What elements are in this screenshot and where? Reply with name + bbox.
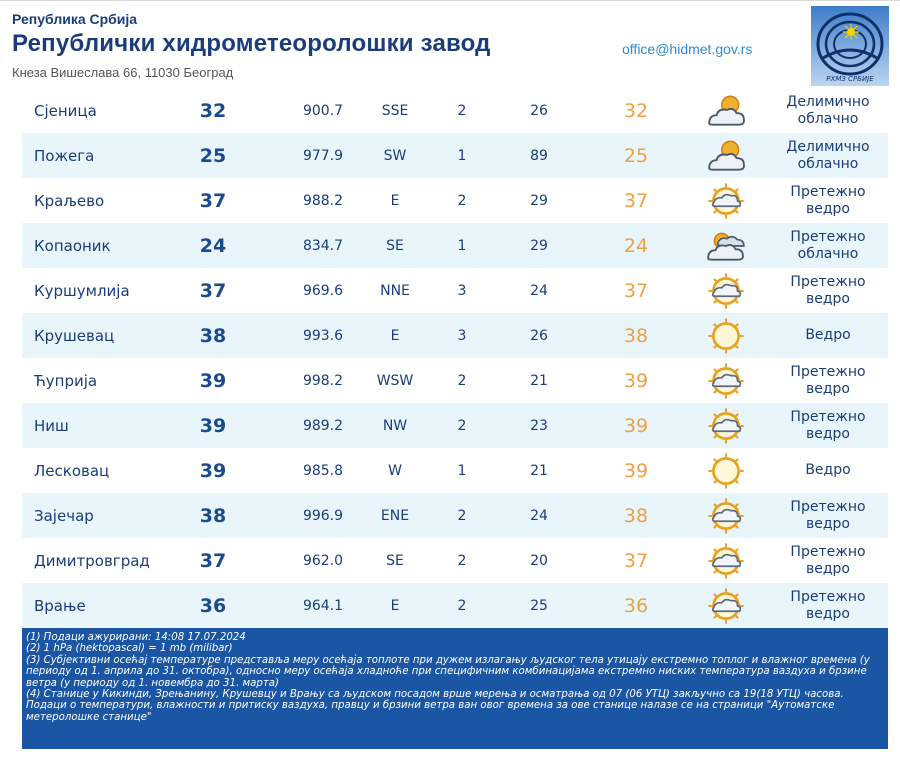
weather-description xyxy=(780,133,876,178)
wind-speed: 2 xyxy=(457,552,467,569)
table-row xyxy=(22,88,888,133)
weather-description-line1: Претежно xyxy=(790,408,866,425)
weather-description-line2: ведро xyxy=(806,605,850,622)
weather-description xyxy=(780,88,876,133)
mostly-clear-icon xyxy=(698,538,754,583)
wind-speed: 2 xyxy=(457,192,467,209)
feels-like-temperature: 25 xyxy=(623,144,649,167)
weather-description xyxy=(780,448,876,493)
footnote-automatic-stations[interactable]: Подаци о температури, влажности и притиску ваздуха, правцу и брзини ветра ван овог времена за ове станице налазе се на страници "Аутоматске метеролошке станице" xyxy=(26,700,835,723)
feels-like-temperature: 37 xyxy=(623,549,649,572)
humidity: 24 xyxy=(530,282,548,299)
temperature: 39 xyxy=(199,459,227,482)
pressure: 988.2 xyxy=(302,192,344,209)
temperature: 32 xyxy=(199,99,227,122)
weather-description-line1: Претежно xyxy=(790,228,866,245)
pressure: 969.6 xyxy=(302,282,344,299)
station-name[interactable]: Куршумлија xyxy=(34,281,130,300)
partly-cloudy-icon xyxy=(698,88,754,133)
humidity: 24 xyxy=(530,507,548,524)
wind-speed: 2 xyxy=(457,597,467,614)
humidity: 21 xyxy=(530,462,548,479)
station-name[interactable]: Зајечар xyxy=(34,506,94,525)
weather-description-line2: ведро xyxy=(806,425,850,442)
mostly-clear-icon xyxy=(698,268,754,313)
humidity: 21 xyxy=(530,372,548,389)
pressure: 962.0 xyxy=(302,552,344,569)
footnotes xyxy=(22,628,888,749)
mostly-cloudy-icon xyxy=(698,223,754,268)
wind-direction: SE xyxy=(386,237,404,254)
temperature: 36 xyxy=(199,594,227,617)
temperature: 37 xyxy=(199,549,227,572)
humidity: 25 xyxy=(530,597,548,614)
humidity: 23 xyxy=(530,417,548,434)
station-name[interactable]: Ниш xyxy=(34,416,69,435)
pressure: 900.7 xyxy=(302,102,344,119)
weather-description xyxy=(780,538,876,583)
feels-like-temperature: 38 xyxy=(623,324,649,347)
email-link[interactable]: office@hidmet.gov.rs xyxy=(622,41,753,57)
pressure: 998.2 xyxy=(302,372,344,389)
wind-direction: NW xyxy=(382,417,408,434)
feels-like-temperature: 36 xyxy=(623,594,649,617)
station-table xyxy=(22,88,888,628)
rhmz-logo-icon[interactable] xyxy=(811,6,889,86)
wind-speed: 2 xyxy=(457,507,467,524)
site-title[interactable]: Републички хидрометеоролошки завод xyxy=(12,30,491,57)
pressure: 996.9 xyxy=(302,507,344,524)
site-header xyxy=(0,0,900,88)
feels-like-temperature: 24 xyxy=(623,234,649,257)
temperature: 38 xyxy=(199,504,227,527)
weather-description-line2: облачно xyxy=(797,155,859,172)
feels-like-temperature: 38 xyxy=(623,504,649,527)
wind-direction: SW xyxy=(383,147,407,164)
humidity: 26 xyxy=(530,102,548,119)
mostly-clear-icon xyxy=(698,178,754,223)
footnote-feels-like: (3) Субјективни осећај температуре представља меру осећаја топлоте при дужем излагању људског тела утицају екстремно топлог и влажног времена (у периоду од 1. априла до 31. октобра), односно меру осећаја хладноће при специфичним комбинацијама екстремно ниских температура ваздуха и брзине ветра (у периоду од 1. новембра до 31. марта) xyxy=(26,654,870,689)
weather-description-line2: ведро xyxy=(806,290,850,307)
feels-like-temperature: 39 xyxy=(623,369,649,392)
station-name[interactable]: Сјеница xyxy=(34,101,97,120)
wind-speed: 1 xyxy=(457,237,467,254)
temperature: 37 xyxy=(199,189,227,212)
temperature: 39 xyxy=(199,414,227,437)
feels-like-temperature: 39 xyxy=(623,459,649,482)
weather-description xyxy=(780,268,876,313)
table-row xyxy=(22,358,888,403)
table-row xyxy=(22,403,888,448)
footnote-updated: (1) Подаци ажурирани: 14:08 17.07.2024 xyxy=(26,632,246,643)
wind-direction: SSE xyxy=(381,102,409,119)
weather-description-line2: ведро xyxy=(806,380,850,397)
table-row xyxy=(22,583,888,628)
pressure: 985.8 xyxy=(302,462,344,479)
partly-cloudy-icon xyxy=(698,133,754,178)
weather-description xyxy=(780,223,876,268)
humidity: 20 xyxy=(530,552,548,569)
weather-description-line1: Делимично xyxy=(786,93,870,110)
weather-description-line1: Ведро xyxy=(805,327,851,343)
wind-speed: 1 xyxy=(457,462,467,479)
mostly-clear-icon xyxy=(698,403,754,448)
temperature: 38 xyxy=(199,324,227,347)
table-row xyxy=(22,538,888,583)
svg-text:РХМЗ СРБИЈЕ: РХМЗ СРБИЈЕ xyxy=(826,75,874,83)
wind-direction: W xyxy=(388,462,402,479)
table-row xyxy=(22,223,888,268)
temperature: 37 xyxy=(199,279,227,302)
mostly-clear-icon xyxy=(698,583,754,628)
feels-like-temperature: 37 xyxy=(623,279,649,302)
pressure: 964.1 xyxy=(302,597,344,614)
wind-speed: 3 xyxy=(457,282,467,299)
feels-like-temperature: 32 xyxy=(623,99,649,122)
table-row xyxy=(22,268,888,313)
weather-description-line1: Претежно xyxy=(790,183,866,200)
pressure: 993.6 xyxy=(302,327,344,344)
table-row xyxy=(22,133,888,178)
clear-sun-icon xyxy=(698,448,754,493)
address: Кнеза Вишеслава 66, 11030 Београд xyxy=(12,65,234,80)
station-name[interactable]: Крушевац xyxy=(34,326,115,345)
republic-label: Република Србија xyxy=(12,11,138,27)
station-name[interactable]: Пожега xyxy=(34,146,95,165)
table-row xyxy=(22,493,888,538)
wind-direction: WSW xyxy=(376,372,414,389)
wind-speed: 2 xyxy=(457,372,467,389)
station-name[interactable]: Димитровград xyxy=(34,551,150,570)
temperature: 39 xyxy=(199,369,227,392)
weather-description-line1: Ведро xyxy=(805,462,851,478)
weather-description xyxy=(780,493,876,538)
table-row xyxy=(22,313,888,358)
feels-like-temperature: 39 xyxy=(623,414,649,437)
station-name[interactable]: Копаоник xyxy=(34,236,111,255)
weather-description xyxy=(780,403,876,448)
mostly-clear-icon xyxy=(698,493,754,538)
weather-description-line2: облачно xyxy=(797,245,859,262)
humidity: 89 xyxy=(530,147,548,164)
wind-direction: SE xyxy=(386,552,404,569)
weather-description-line1: Претежно xyxy=(790,543,866,560)
weather-description-line2: ведро xyxy=(806,200,850,217)
table-row xyxy=(22,448,888,493)
temperature: 24 xyxy=(199,234,227,257)
feels-like-temperature: 37 xyxy=(623,189,649,212)
weather-description-line2: ведро xyxy=(806,515,850,532)
humidity: 29 xyxy=(530,237,548,254)
weather-description-line1: Претежно xyxy=(790,498,866,515)
weather-description xyxy=(780,358,876,403)
wind-direction: E xyxy=(390,597,400,614)
table-row xyxy=(22,178,888,223)
pressure: 834.7 xyxy=(302,237,344,254)
weather-description-line2: ведро xyxy=(806,560,850,577)
wind-direction: NNE xyxy=(380,282,410,299)
humidity: 29 xyxy=(530,192,548,209)
weather-description-line1: Претежно xyxy=(790,363,866,380)
station-name[interactable]: Врање xyxy=(34,596,86,615)
weather-description xyxy=(780,313,876,358)
footnote-pressure-unit: (2) 1 hPa (hektopascal) = 1 mb (milibar) xyxy=(26,643,233,655)
mostly-clear-icon xyxy=(698,358,754,403)
weather-description-line2: облачно xyxy=(797,110,859,127)
footnote-stations: (4) Станице у Кикинди, Зрењанину, Крушевцу и Врању са људском посадом врше мерења и осматрања од 07 (06 УТЦ) закључно са 19(18 УТЦ) часова. xyxy=(26,689,844,701)
pressure: 977.9 xyxy=(302,147,344,164)
weather-description-line1: Претежно xyxy=(790,273,866,290)
wind-direction: E xyxy=(390,327,400,344)
weather-description-line1: Претежно xyxy=(790,588,866,605)
station-name[interactable]: Ћуприја xyxy=(34,371,98,390)
temperature: 25 xyxy=(199,144,227,167)
wind-speed: 2 xyxy=(457,417,467,434)
wind-direction: ENE xyxy=(380,507,410,524)
wind-speed: 1 xyxy=(457,147,467,164)
humidity: 26 xyxy=(530,327,548,344)
pressure: 989.2 xyxy=(302,417,344,434)
wind-direction: E xyxy=(390,192,400,209)
station-name[interactable]: Краљево xyxy=(34,191,105,210)
weather-description xyxy=(780,178,876,223)
clear-sun-icon xyxy=(698,313,754,358)
wind-speed: 2 xyxy=(457,102,467,119)
station-name[interactable]: Лесковац xyxy=(34,461,110,480)
weather-description-line1: Делимично xyxy=(786,138,870,155)
weather-description xyxy=(780,583,876,628)
wind-speed: 3 xyxy=(457,327,467,344)
